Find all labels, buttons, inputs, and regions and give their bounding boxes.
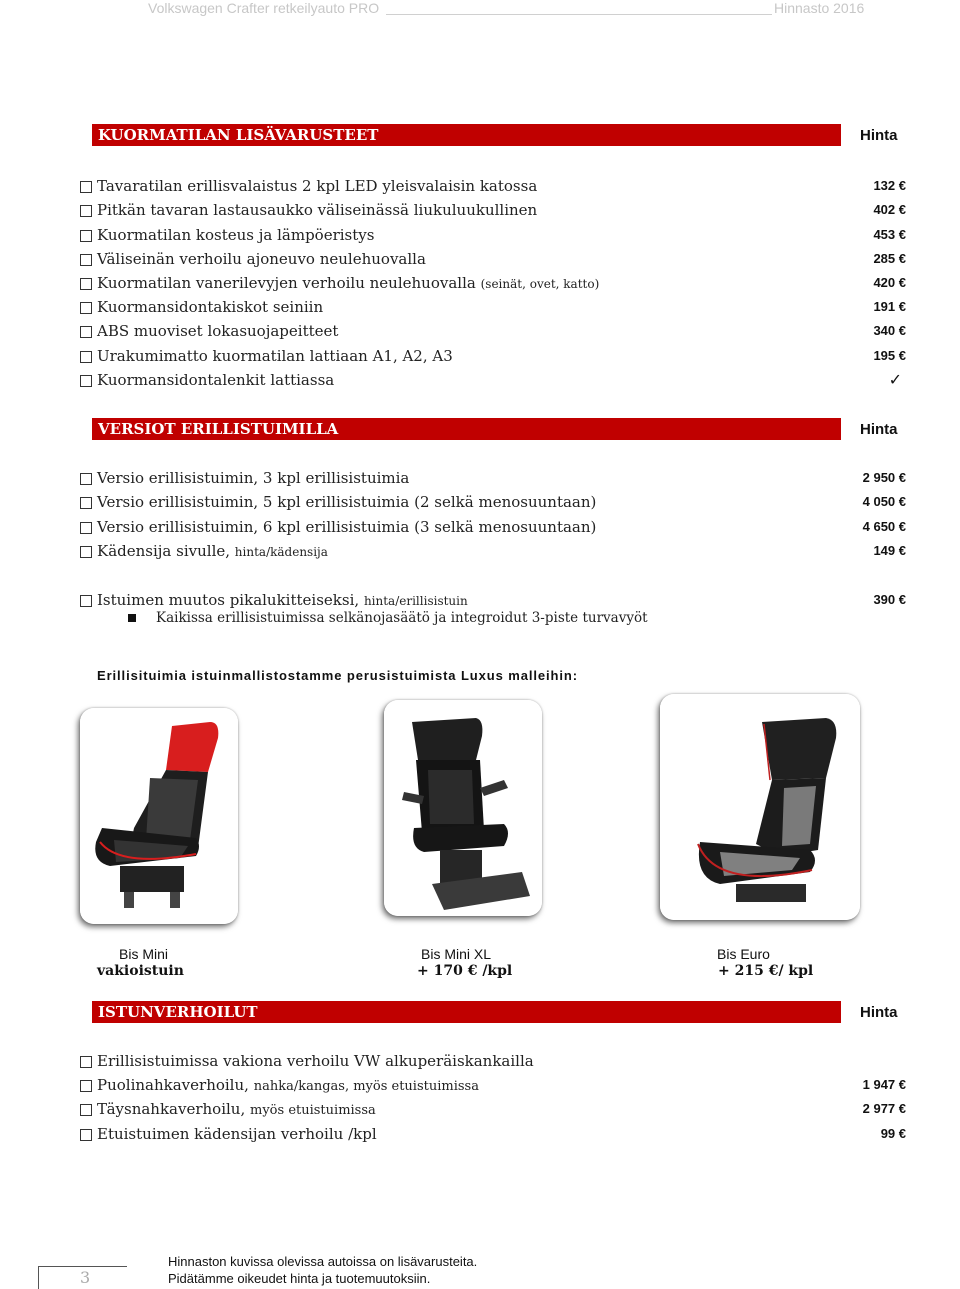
seat-grey-luxury-icon	[660, 694, 860, 920]
item-label: Tavaratilan erillisvalaistus 2 kpl LED yleisvalaisin katossa	[97, 177, 538, 195]
checkbox[interactable]	[80, 181, 92, 193]
checkbox[interactable]	[80, 1056, 92, 1068]
item-label	[97, 272, 599, 295]
item-label-text: Kädensija sivulle,	[97, 542, 231, 560]
section-title-cargo: KUORMATILAN LISÄVARUSTEET	[92, 124, 841, 146]
item-price: 4 050 €	[862, 494, 906, 509]
price-header-versions: Hinta	[860, 421, 898, 438]
item-price: 149 €	[873, 543, 906, 558]
item-label: Erillisistuimissa vakiona verhoilu VW alkuperäiskankailla	[97, 1052, 534, 1070]
checkbox[interactable]	[80, 230, 92, 242]
header-rule	[386, 14, 772, 15]
section-title-versions: VERSIOT ERILLISTUIMILLA	[92, 418, 841, 440]
item-label: Väliseinän verhoilu ajoneuvo neulehuovalla	[97, 250, 426, 268]
item-label-text: Istuimen muutos pikalukitteiseksi,	[97, 591, 360, 609]
list-item	[80, 199, 906, 221]
seat-name: Bis Mini XL	[421, 946, 492, 962]
checkbox[interactable]	[80, 1104, 92, 1116]
checkbox[interactable]	[80, 1129, 92, 1141]
checkbox[interactable]	[80, 546, 92, 558]
item-label	[97, 1098, 376, 1122]
item-label: Etuistuimen kädensijan verhoilu /kpl	[97, 1125, 377, 1143]
checkbox[interactable]	[80, 302, 92, 314]
item-label	[97, 1074, 479, 1098]
list-item	[80, 248, 906, 270]
list-item	[80, 345, 906, 367]
item-label: ABS muoviset lokasuojapeitteet	[97, 322, 339, 340]
seat-price: vakioistuin	[97, 963, 184, 979]
item-price: 195 €	[873, 348, 906, 363]
item-label: Kuormansidontalenkit lattiassa	[97, 371, 335, 389]
item-label-text: Puolinahkaverhoilu,	[97, 1076, 249, 1094]
list-item	[80, 272, 906, 294]
item-price: 420 €	[873, 275, 906, 290]
seat-photo	[384, 700, 542, 916]
section-title-upholstery: ISTUNVERHOILUT	[92, 1001, 841, 1023]
item-note: hinta/kädensija	[234, 545, 328, 559]
checkbox[interactable]	[80, 522, 92, 534]
checkbox[interactable]	[80, 1080, 92, 1092]
price-header-cargo: Hinta	[860, 127, 898, 144]
item-price: 2 977 €	[862, 1101, 906, 1116]
list-item	[80, 224, 906, 246]
item-label-text: Täysnahkaverhoilu,	[97, 1100, 246, 1118]
list-item	[80, 175, 906, 197]
seats-intro: Erillisituimia istuinmallistostamme perusistuimista Luxus malleihin:	[97, 668, 578, 683]
item-label	[97, 589, 468, 612]
checkbox[interactable]	[80, 595, 92, 607]
item-label: Versio erillisistuimin, 5 kpl erillisistuimia (2 selkä menosuuntaan)	[97, 493, 597, 511]
item-price: 390 €	[873, 592, 906, 607]
list-item	[80, 589, 906, 611]
list-item	[80, 467, 906, 489]
item-price: 340 €	[873, 323, 906, 338]
checkbox[interactable]	[80, 497, 92, 509]
list-item	[80, 540, 906, 562]
item-label: Urakumimatto kuormatilan lattiaan A1, A2, A3	[97, 347, 453, 365]
list-item	[80, 491, 906, 513]
item-note: myös etuistuimissa	[250, 1103, 376, 1118]
item-note: hinta/erillisistuin	[363, 594, 468, 608]
checkbox[interactable]	[80, 473, 92, 485]
item-label: Versio erillisistuimin, 3 kpl erillisistuimia	[97, 469, 410, 487]
checkbox[interactable]	[80, 205, 92, 217]
item-label-text: Kuormatilan vanerilevyjen verhoilu neulehuovalla	[97, 274, 476, 292]
item-price: 453 €	[873, 227, 906, 242]
item-label: Pitkän tavaran lastausaukko väliseinässä liukuluukullinen	[97, 201, 538, 219]
item-label: Kuormatilan kosteus ja lämpöeristys	[97, 226, 375, 244]
item-price: 2 950 €	[862, 470, 906, 485]
checkbox[interactable]	[80, 375, 92, 387]
seat-red-headrest-icon	[80, 708, 238, 924]
item-note: nahka/kangas, myös etuistuimissa	[253, 1079, 479, 1094]
seat-black-armrests-icon	[384, 700, 542, 916]
item-price: 1 947 €	[862, 1077, 906, 1092]
list-item	[80, 516, 906, 538]
header-title: Volkswagen Crafter retkeilyauto PRO	[148, 0, 380, 16]
seat-photo	[80, 708, 238, 924]
checkbox[interactable]	[80, 278, 92, 290]
item-label: Versio erillisistuimin, 6 kpl erillisistuimia (3 selkä menosuuntaan)	[97, 518, 597, 536]
seat-price: + 215 €/ kpl	[718, 963, 814, 979]
footer-note-2: Pidätämme oikeudet hinta ja tuotemuutoksiin.	[168, 1271, 431, 1286]
item-price: 4 650 €	[862, 519, 906, 534]
price-header-upholstery: Hinta	[860, 1004, 898, 1021]
bullet-note: Kaikissa erillisistuimissa selkänojasäätö ja integroidut 3-piste turvavyöt	[156, 610, 648, 626]
list-item	[80, 369, 906, 391]
list-item	[80, 320, 906, 342]
bullet-marker	[128, 614, 136, 622]
item-price: 402 €	[873, 202, 906, 217]
checkmark-icon: ✓	[888, 370, 902, 389]
checkbox[interactable]	[80, 254, 92, 266]
list-item	[80, 296, 906, 318]
item-label: Kuormansidontakiskot seiniin	[97, 298, 324, 316]
page-header	[148, 0, 870, 18]
item-price: 132 €	[873, 178, 906, 193]
item-note: (seinät, ovet, katto)	[480, 277, 600, 291]
checkbox[interactable]	[80, 351, 92, 363]
seat-price: + 170 € /kpl	[417, 963, 513, 979]
list-item	[80, 1074, 906, 1096]
checkbox[interactable]	[80, 326, 92, 338]
seat-name: Bis Euro	[717, 946, 770, 962]
list-item	[80, 1050, 906, 1072]
item-price: 99 €	[880, 1126, 906, 1141]
page-number: 3	[80, 1268, 91, 1287]
seat-photo	[660, 694, 860, 920]
item-price: 191 €	[873, 299, 906, 314]
footer-note-1: Hinnaston kuvissa olevissa autoissa on lisävarusteita.	[168, 1254, 478, 1269]
list-item	[80, 1098, 906, 1120]
seat-name: Bis Mini	[119, 946, 169, 962]
item-label	[97, 540, 328, 563]
header-year: Hinnasto 2016	[774, 0, 865, 16]
list-item	[80, 1123, 906, 1145]
item-price: 285 €	[873, 251, 906, 266]
